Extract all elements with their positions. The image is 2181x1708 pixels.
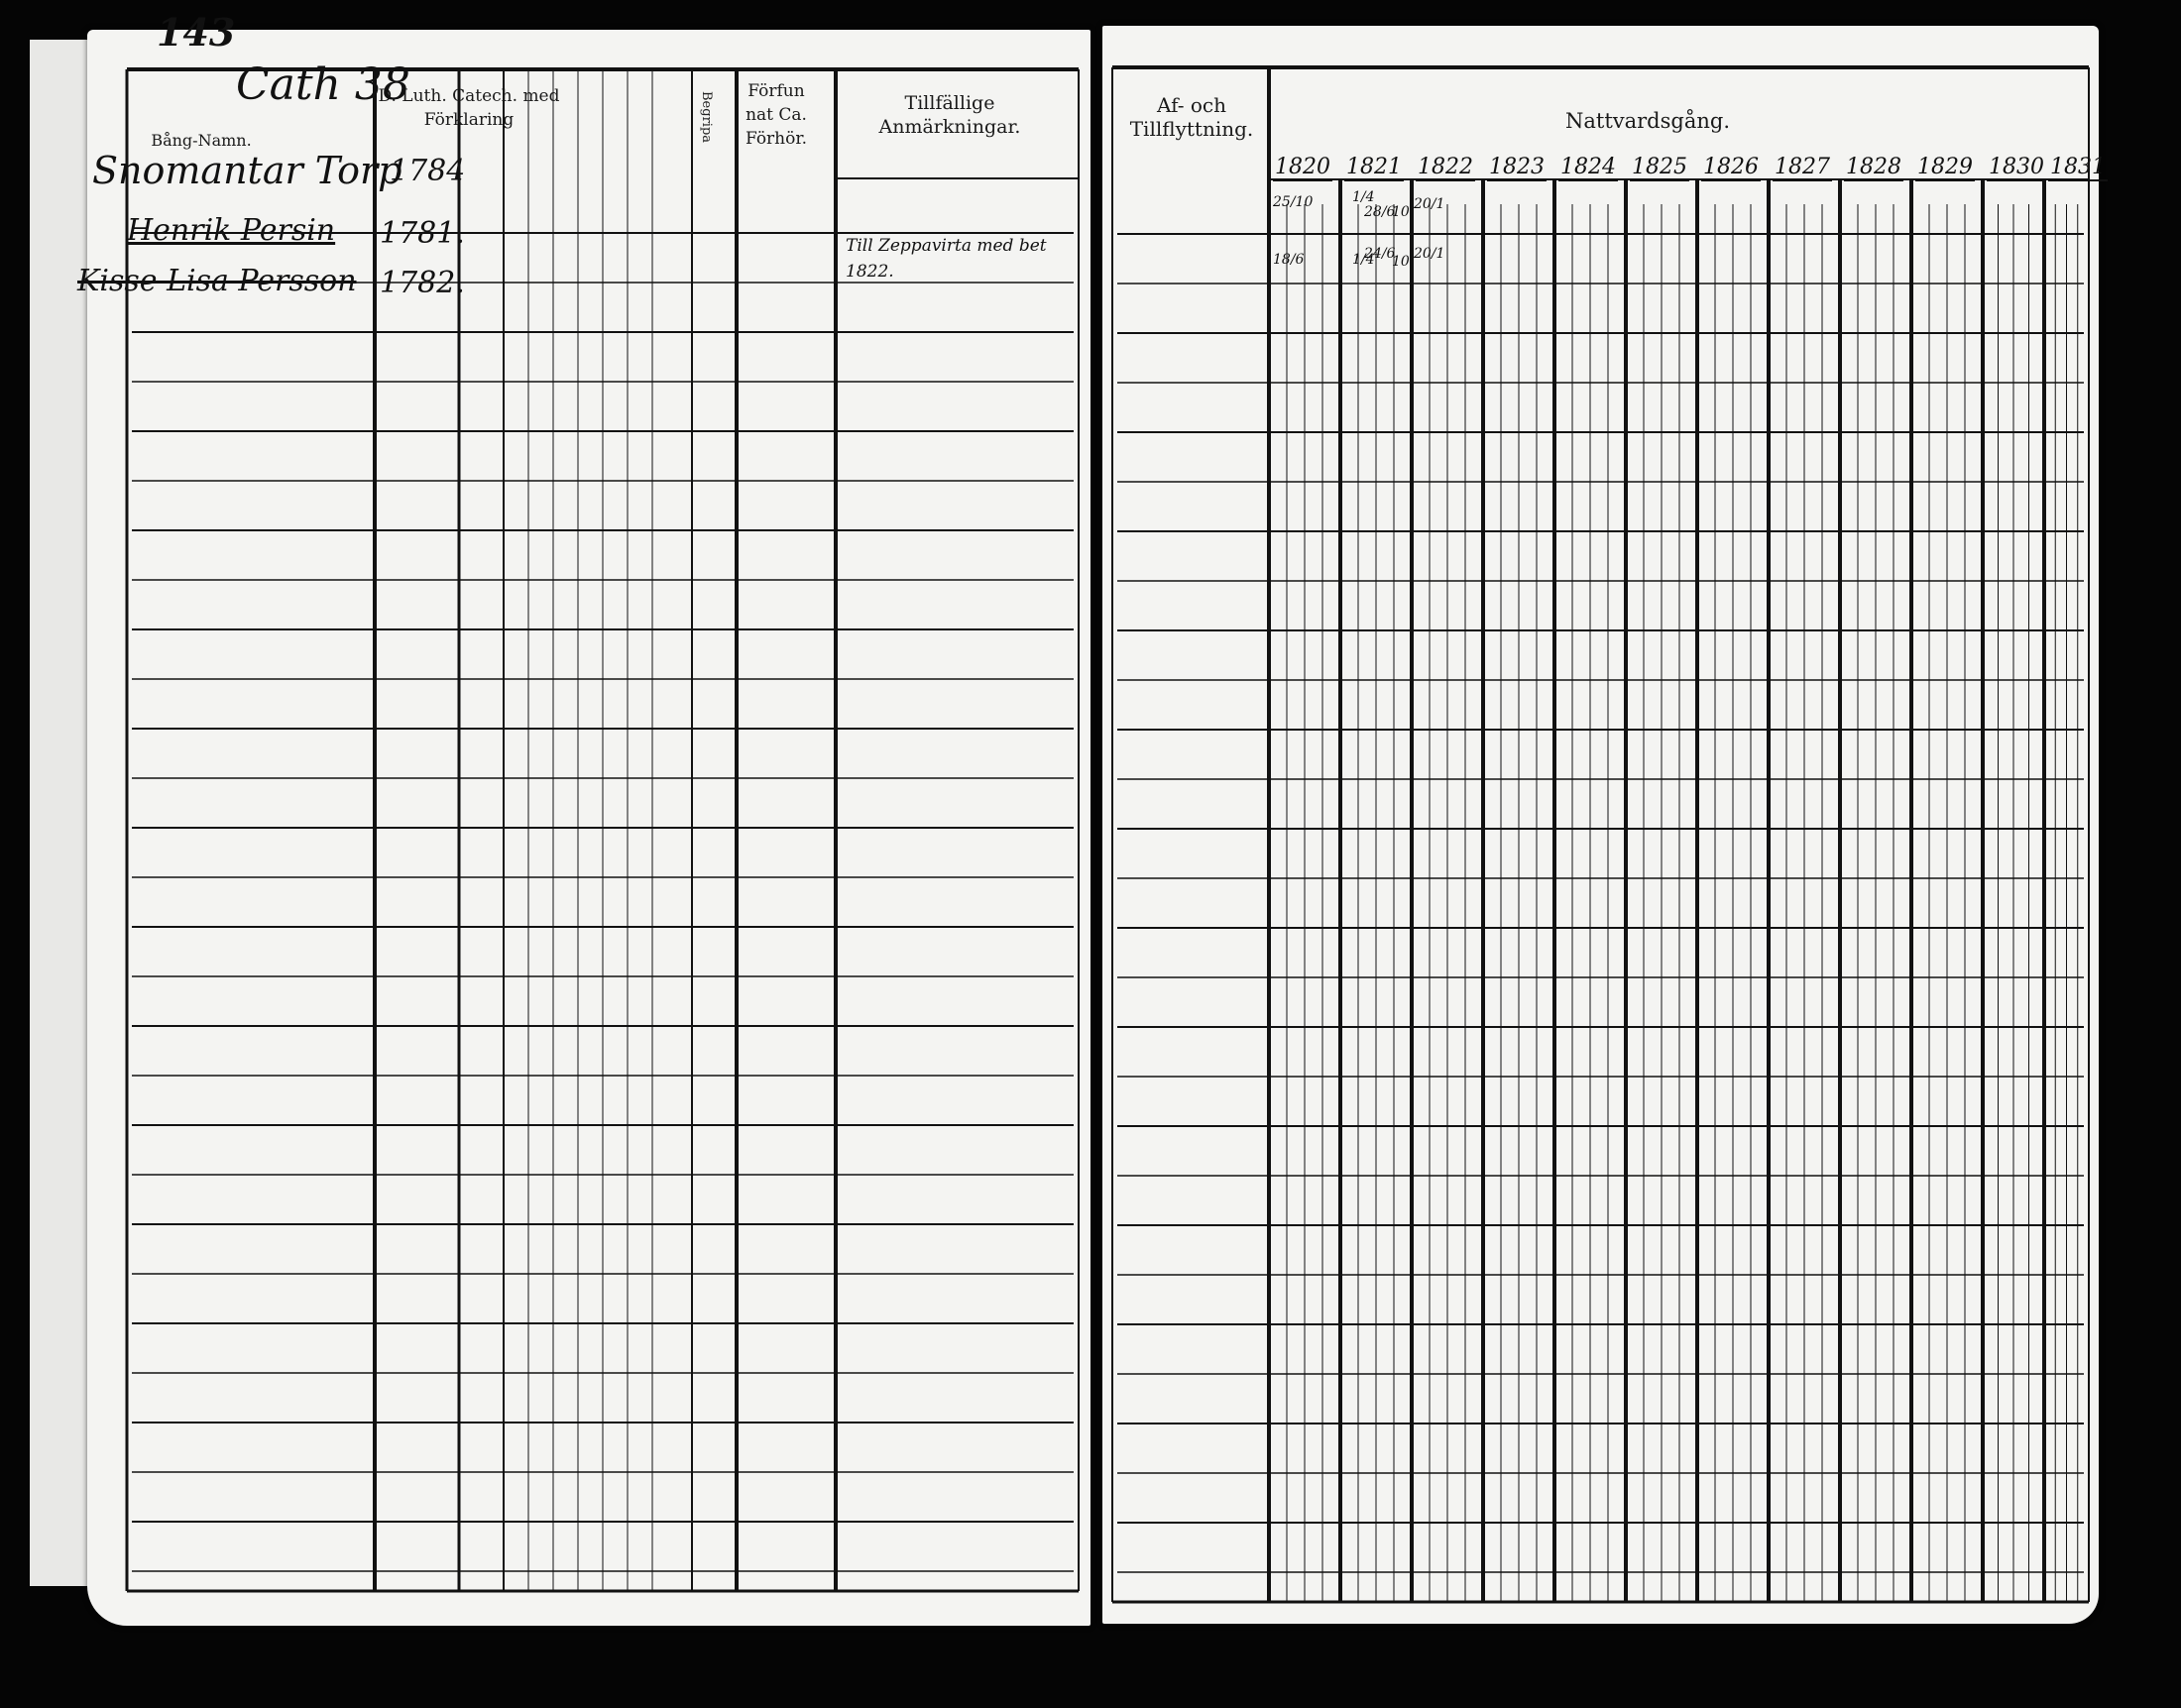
right-page: [1102, 26, 2106, 1624]
corner-number: 143: [157, 10, 236, 55]
header-forfun: Förfun nat Ca. Förhör.: [745, 81, 808, 149]
year-label: 1831: [2050, 155, 2106, 179]
header-catechism: D. Luth. Catech. med Förklaring: [378, 86, 560, 130]
mark-entry: 18/6: [1273, 252, 1305, 268]
right-page-ruling: [1102, 26, 2099, 1624]
year-label: 1823: [1489, 155, 1545, 179]
header-move: Af- och Tillflyttning.: [1129, 93, 1254, 141]
entry-name: Snomantar Torp: [92, 149, 402, 192]
header-notes: Tillfällige Anmärkningar.: [878, 92, 1021, 138]
year-label: 1822: [1418, 155, 1473, 179]
year-label: 1829: [1917, 155, 1973, 179]
mark-entry: 28/6: [1364, 204, 1396, 220]
remark-note: Till Zeppavirta med bet 1822.: [846, 236, 1047, 282]
mark-entry: 1/4: [1352, 252, 1375, 268]
mark-entry: 1/4: [1352, 189, 1375, 205]
year-label: 1830: [1989, 155, 2044, 179]
header-vertical: Begripa: [699, 91, 714, 144]
mark-entry: 10: [1392, 254, 1410, 270]
entry-year: 1782.: [380, 266, 465, 300]
mark-entry: 20/1: [1414, 246, 1445, 262]
entry-year: 1781.: [380, 216, 465, 251]
left-page: [77, 10, 1090, 1626]
entry-year: 1784: [390, 154, 466, 188]
year-label: 1821: [1346, 155, 1402, 179]
mark-entry: 20/1: [1414, 196, 1445, 212]
heading-mark: Cath 38: [236, 59, 410, 110]
year-label: 1824: [1560, 155, 1616, 179]
entry-name: Kisse Lisa Persson: [77, 264, 357, 298]
entry-name: Henrik Persin: [127, 213, 336, 248]
mark-entry: 10: [1392, 204, 1410, 220]
header-names: Bång-Namn.: [151, 131, 252, 150]
year-label: 1826: [1703, 155, 1759, 179]
mark-entry: 24/6: [1364, 246, 1396, 262]
year-label: 1828: [1846, 155, 1901, 179]
year-label: 1825: [1632, 155, 1687, 179]
year-label: 1820: [1275, 155, 1330, 179]
mark-entry: 25/10: [1273, 194, 1314, 210]
year-label: 1827: [1775, 155, 1830, 179]
header-communion: Nattvardsgång.: [1564, 109, 1731, 133]
